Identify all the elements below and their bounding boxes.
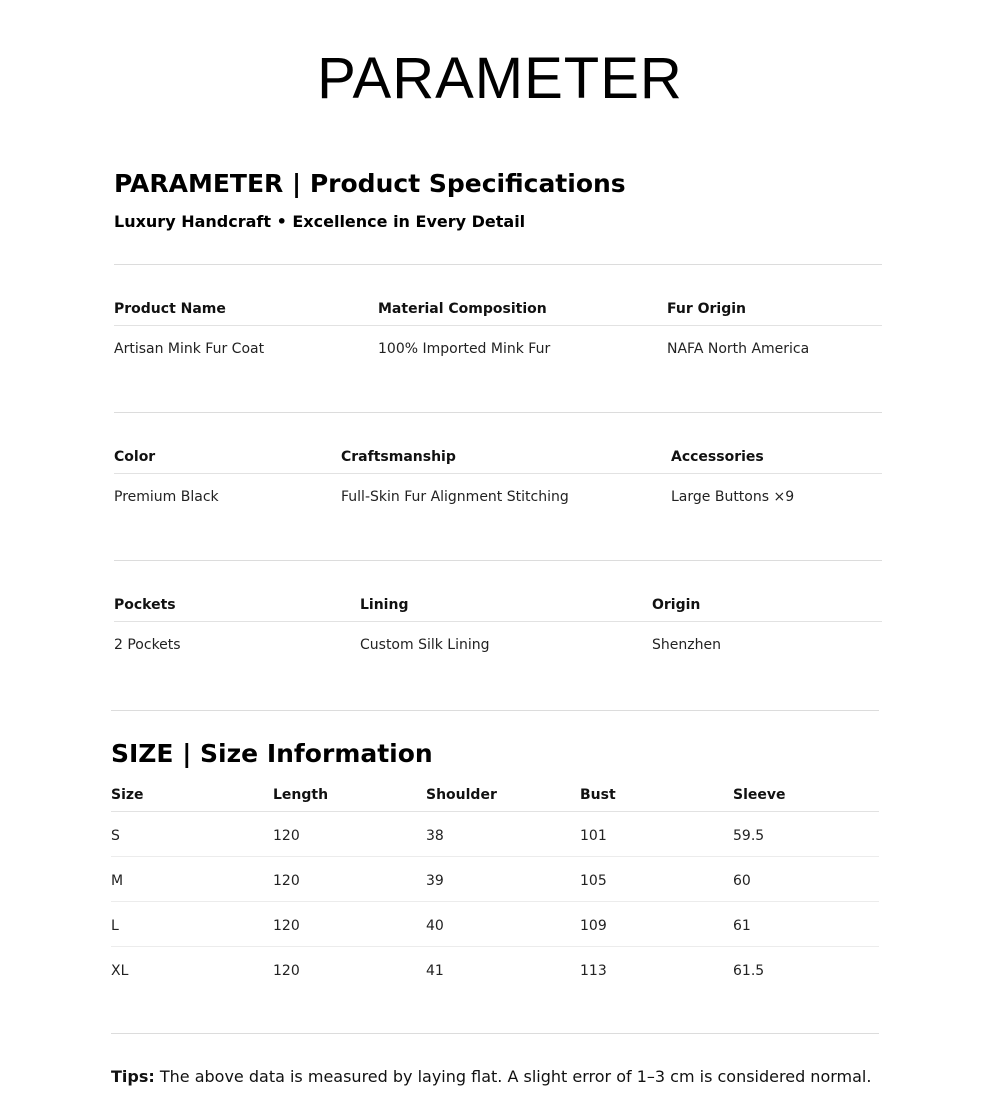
divider [111, 1033, 879, 1034]
param-label: Fur Origin [667, 301, 747, 317]
param-label: Material Composition [378, 301, 547, 317]
tips-label: Tips: [111, 1067, 155, 1086]
param-label: Accessories [671, 449, 764, 465]
header-line [114, 325, 882, 326]
table-row [111, 812, 879, 857]
column-header-length: Length [273, 787, 329, 803]
cell-bust: 101 [580, 828, 607, 844]
cell-size: S [111, 828, 120, 844]
table-row [111, 902, 879, 947]
header-line [114, 473, 882, 474]
cell-shoulder: 38 [426, 828, 444, 844]
cell-size: XL [111, 963, 129, 979]
param-label: Lining [360, 597, 409, 613]
spec-section-title: PARAMETER | Product Specifications [114, 169, 626, 198]
size-section-title: SIZE | Size Information [111, 739, 433, 768]
cell-bust: 105 [580, 873, 607, 889]
cell-shoulder: 39 [426, 873, 444, 889]
cell-sleeve: 59.5 [733, 828, 765, 844]
param-group-1 [114, 300, 882, 376]
divider [111, 710, 879, 711]
cell-shoulder: 41 [426, 963, 444, 979]
param-group-3 [114, 596, 882, 672]
cell-length: 120 [273, 873, 300, 889]
column-header-shoulder: Shoulder [426, 787, 497, 803]
spec-section-subtitle: Luxury Handcraft • Excellence in Every Detail [114, 212, 526, 231]
table-row [111, 857, 879, 902]
cell-size: M [111, 873, 124, 889]
cell-shoulder: 40 [426, 918, 444, 934]
cell-length: 120 [273, 963, 300, 979]
cell-length: 120 [273, 918, 300, 934]
cell-length: 120 [273, 828, 300, 844]
cell-bust: 109 [580, 918, 607, 934]
size-table [111, 780, 879, 991]
param-label: Color [114, 449, 156, 465]
param-value: Custom Silk Lining [360, 637, 490, 653]
divider [114, 560, 882, 561]
param-value: Artisan Mink Fur Coat [114, 341, 265, 357]
param-label: Product Name [114, 301, 226, 317]
tips-text: The above data is measured by laying flat. A slight error of 1–3 cm is considered normal. [154, 1067, 872, 1086]
param-label: Pockets [114, 597, 176, 613]
tips-note [111, 1066, 871, 1088]
param-value: Shenzhen [652, 637, 721, 653]
size-table-header [111, 780, 879, 812]
param-value: 100% Imported Mink Fur [378, 341, 551, 357]
cell-sleeve: 60 [733, 873, 751, 889]
param-group-2 [114, 448, 882, 524]
page-heading: PARAMETER [317, 46, 683, 111]
param-value: Premium Black [114, 489, 219, 505]
param-value: Large Buttons ×9 [671, 489, 795, 505]
param-label: Craftsmanship [341, 449, 456, 465]
column-header-sleeve: Sleeve [733, 787, 786, 803]
param-value: 2 Pockets [114, 637, 181, 653]
column-header-size: Size [111, 787, 144, 803]
cell-bust: 113 [580, 963, 607, 979]
param-label: Origin [652, 597, 701, 613]
param-value: NAFA North America [667, 341, 810, 357]
cell-sleeve: 61 [733, 918, 751, 934]
param-value: Full-Skin Fur Alignment Stitching [341, 489, 569, 505]
divider [114, 264, 882, 265]
cell-size: L [111, 918, 119, 934]
header-line [114, 621, 882, 622]
cell-sleeve: 61.5 [733, 963, 765, 979]
column-header-bust: Bust [580, 787, 616, 803]
table-row [111, 947, 879, 991]
divider [114, 412, 882, 413]
